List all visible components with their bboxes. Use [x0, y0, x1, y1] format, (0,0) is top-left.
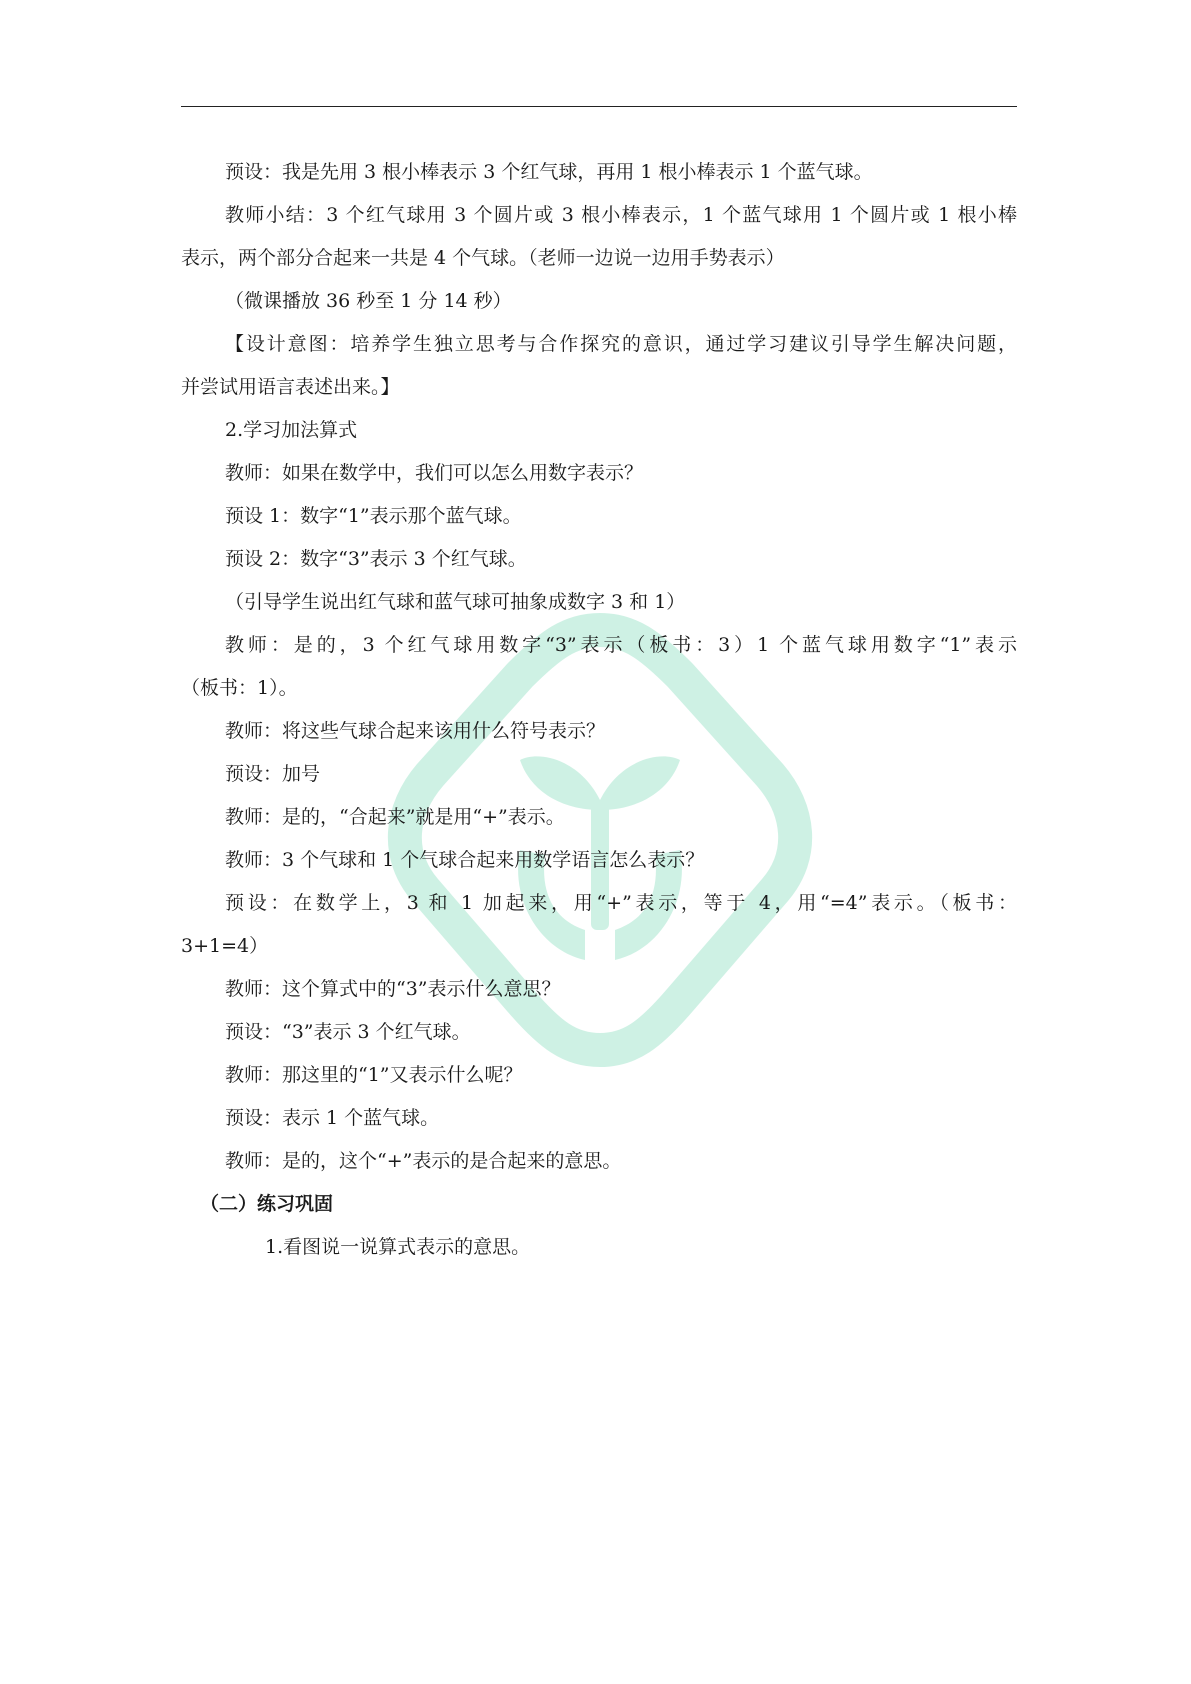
paragraph-line: 教师：是的，这个“+”表示的是合起来的意思。: [225, 1150, 622, 1172]
paragraph-line: （引导学生说出红气球和蓝气球可抽象成数字 3 和 1）: [225, 591, 686, 613]
paragraph-line: 教师：3 个气球和 1 个气球合起来用数学语言怎么表示？: [225, 849, 705, 871]
paragraph-line: 预设：我是先用 3 根小棒表示 3 个红气球，再用 1 根小棒表示 1 个蓝气球。: [225, 161, 873, 183]
header-rule: [181, 106, 1017, 107]
paragraph-line: 预设：“3”表示 3 个红气球。: [225, 1021, 471, 1043]
paragraph-line: 教师：是的，3 个红气球用数字“3”表示（板书：3）1 个蓝气球用数字“1”表示: [225, 634, 1017, 656]
design-intent-line: 并尝试用语言表述出来。】: [181, 376, 400, 398]
paragraph-line: 教师：这个算式中的“3”表示什么意思？: [225, 978, 561, 1000]
paragraph-line: 预设 1：数字“1”表示那个蓝气球。: [225, 505, 522, 527]
paragraph-line: 3+1=4）: [181, 935, 269, 957]
paragraph-line: 教师：是的，“合起来”就是用“+”表示。: [225, 806, 565, 828]
exercise-item: 1.看图说一说算式表示的意思。: [265, 1236, 531, 1258]
paragraph-line: 预设：加号: [225, 763, 321, 785]
paragraph-line: 预设：表示 1 个蓝气球。: [225, 1107, 440, 1129]
paragraph-line: 预设 2：数字“3”表示 3 个红气球。: [225, 548, 527, 570]
paragraph-line: 教师：那这里的“1”又表示什么呢？: [225, 1064, 523, 1086]
section-subheading: 2.学习加法算式: [225, 419, 358, 441]
paragraph-line: 教师小结：3 个红气球用 3 个圆片或 3 根小棒表示，1 个蓝气球用 1 个圆片或 1 根小棒: [225, 204, 1017, 226]
paragraph-line: 教师：将这些气球合起来该用什么符号表示？: [225, 720, 606, 742]
paragraph-line: （板书：1）。: [181, 677, 298, 699]
section-heading: （二）练习巩固: [200, 1193, 334, 1215]
document-body: [181, 151, 1017, 1269]
paragraph-line: 教师：如果在数学中，我们可以怎么用数字表示？: [225, 462, 644, 484]
paragraph-line: （微课播放 36 秒至 1 分 14 秒）: [225, 290, 512, 312]
paragraph-line: 预设：在数学上，3 和 1 加起来，用“+”表示，等于 4，用“=4”表示。（板书：: [225, 892, 1017, 914]
design-intent-line: 【设计意图：培养学生独立思考与合作探究的意识，通过学习建议引导学生解决问题，: [225, 333, 1017, 355]
paragraph-line: 表示，两个部分合起来一共是 4 个气球。（老师一边说一边用手势表示）: [181, 247, 785, 269]
